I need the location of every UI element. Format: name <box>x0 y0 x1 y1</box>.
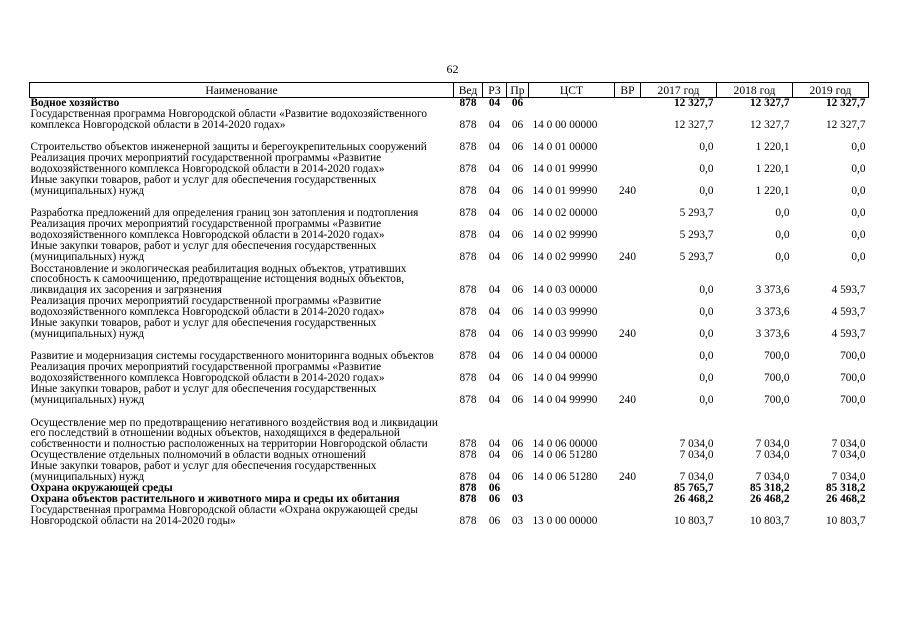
row-name: Осуществление мер по предотвращению негативного воздействия вод и ликвидации его последствий в отношении водных объектов, находящихся в федеральной собственности и полностью расположенных на территории Новгородской области <box>30 416 438 450</box>
row-cst: 14 0 01 99990 <box>532 185 598 197</box>
row-vr <box>615 109 641 131</box>
row-2018: 700,0 <box>764 394 790 406</box>
row-cst: 14 0 01 99990 <box>532 163 598 175</box>
row-2019: 10 803,7 <box>825 515 866 527</box>
row-ved: 878 <box>459 229 477 241</box>
row-2018: 1 220,1 <box>755 185 790 197</box>
row-rz: 04 <box>488 141 501 153</box>
header-2018: 2018 год <box>717 83 793 98</box>
row-2018: 0,0 <box>775 251 790 263</box>
row-ved: 878 <box>459 251 477 263</box>
row-cst: 14 0 00 00000 <box>532 119 598 131</box>
row-vr: 240 <box>619 471 636 483</box>
row-rz: 06 <box>488 483 501 494</box>
row-2018: 3 373,6 <box>755 328 790 340</box>
row-ved: 878 <box>459 185 477 197</box>
row-2017: 26 468,2 <box>673 494 714 505</box>
row-ved: 878 <box>459 515 477 527</box>
row-2017: 0,0 <box>699 163 714 175</box>
row-ved: 878 <box>459 119 477 131</box>
row-2019: 0,0 <box>851 163 866 175</box>
row-2018: 85 318,2 <box>749 483 790 494</box>
row-vr <box>615 450 641 461</box>
row-2017: 0,0 <box>699 141 714 153</box>
row-vr <box>615 494 641 505</box>
row-vr <box>615 153 641 175</box>
row-2018: 700,0 <box>764 372 790 384</box>
row-name: Иные закупки товаров, работ и услуг для обеспечения государственных (муниципальных) нужд <box>30 461 377 483</box>
row-pr: 06 <box>511 207 524 219</box>
row-ved: 878 <box>459 483 477 494</box>
row-vr <box>615 362 641 384</box>
table-row <box>30 219 869 241</box>
row-rz: 04 <box>488 251 501 263</box>
row-vr <box>615 505 641 527</box>
page-number: 62 <box>446 62 459 76</box>
row-cst <box>529 98 615 110</box>
row-2019: 7 034,0 <box>831 471 866 483</box>
header-ved: Вед <box>454 83 483 98</box>
row-ved: 878 <box>459 284 477 296</box>
row-name: Иные закупки товаров, работ и услуг для обеспечения государственных (муниципальных) нужд <box>30 384 377 406</box>
row-pr: 06 <box>511 163 524 175</box>
row-2019: 0,0 <box>851 229 866 241</box>
table-row <box>30 461 869 483</box>
table-row <box>30 494 869 505</box>
row-rz: 04 <box>488 438 501 450</box>
table-row <box>30 340 869 362</box>
table-row <box>30 505 869 527</box>
row-vr <box>615 340 641 362</box>
row-2018: 12 327,7 <box>749 97 790 109</box>
table-row <box>30 197 869 219</box>
row-2017: 5 293,7 <box>679 207 714 219</box>
row-rz: 04 <box>488 97 501 109</box>
table-row <box>30 483 869 494</box>
row-rz: 04 <box>488 372 501 384</box>
header-rz: РЗ <box>483 83 507 98</box>
row-vr <box>615 406 641 450</box>
row-name: Государственная программа Новгородской области «Развитие водохозяйственного комплекса Новгородской области в 2014-2020 годах» <box>30 109 427 131</box>
row-2017: 0,0 <box>699 350 714 362</box>
row-vr: 240 <box>619 328 636 340</box>
row-2018: 12 327,7 <box>749 119 790 131</box>
row-rz: 06 <box>488 515 501 527</box>
row-2019: 0,0 <box>851 141 866 153</box>
row-rz: 04 <box>488 350 501 362</box>
row-rz: 04 <box>488 306 501 318</box>
row-2017: 0,0 <box>699 306 714 318</box>
row-ved: 878 <box>459 372 477 384</box>
row-2017: 0,0 <box>699 185 714 197</box>
row-pr: 03 <box>511 515 524 527</box>
row-name: Иные закупки товаров, работ и услуг для обеспечения государственных (муниципальных) нужд <box>30 241 377 263</box>
row-pr: 06 <box>511 97 524 109</box>
row-2019: 0,0 <box>851 207 866 219</box>
row-pr: 06 <box>511 306 524 318</box>
row-ved: 878 <box>459 306 477 318</box>
row-2018: 26 468,2 <box>749 494 790 505</box>
row-2017: 0,0 <box>699 284 714 296</box>
row-2019: 0,0 <box>851 251 866 263</box>
row-pr: 03 <box>511 494 524 505</box>
row-ved: 878 <box>459 350 477 362</box>
row-vr <box>615 296 641 318</box>
row-2017: 5 293,7 <box>679 251 714 263</box>
header-vr: ВР <box>615 83 641 98</box>
row-2017: 0,0 <box>699 328 714 340</box>
row-2018: 1 220,1 <box>755 163 790 175</box>
row-2018: 700,0 <box>764 350 790 362</box>
row-2017: 7 034,0 <box>679 438 714 450</box>
row-name: Реализация прочих мероприятий государственной программы «Развитие водохозяйственного комплекса Новгородской области в 2014-2020 годах» <box>30 153 385 175</box>
table-header-row <box>30 83 869 98</box>
row-2018: 0,0 <box>775 207 790 219</box>
row-2019: 700,0 <box>840 372 866 384</box>
row-ved: 878 <box>459 394 477 406</box>
budget-table <box>29 82 869 527</box>
row-ved: 878 <box>459 163 477 175</box>
row-2019: 0,0 <box>851 185 866 197</box>
row-rz: 04 <box>488 450 501 461</box>
row-2019: 4 593,7 <box>831 306 866 318</box>
row-name: Иные закупки товаров, работ и услуг для обеспечения государственных (муниципальных) нужд <box>30 175 377 197</box>
row-rz: 04 <box>488 119 501 131</box>
row-name: Развитие и модернизация системы государственного мониторинга водных объектов <box>30 350 434 362</box>
row-cst: 14 0 06 51280 <box>532 450 598 461</box>
header-cst: ЦСТ <box>529 83 615 98</box>
row-pr: 06 <box>511 284 524 296</box>
row-name: Реализация прочих мероприятий государственной программы «Развитие водохозяйственного комплекса Новгородской области в 2014-2020 годах» <box>30 219 385 241</box>
row-2017: 85 765,7 <box>673 483 714 494</box>
row-cst: 13 0 00 00000 <box>532 515 598 527</box>
header-pr: Пр <box>507 83 529 98</box>
row-pr: 06 <box>511 328 524 340</box>
row-cst: 14 0 04 99990 <box>532 372 598 384</box>
row-cst: 14 0 04 00000 <box>532 350 598 362</box>
row-cst: 14 0 01 00000 <box>532 141 598 153</box>
row-2018: 0,0 <box>775 229 790 241</box>
row-2019: 4 593,7 <box>831 284 866 296</box>
row-cst: 14 0 04 99990 <box>532 394 598 406</box>
row-name: Иные закупки товаров, работ и услуг для обеспечения государственных (муниципальных) нужд <box>30 318 377 340</box>
row-ved: 878 <box>459 438 477 450</box>
row-name: Охрана объектов растительного и животного мира и среды их обитания <box>30 494 400 505</box>
row-vr: 240 <box>619 185 636 197</box>
row-name: Разработка предложений для определения границ зон затопления и подтопления <box>30 207 419 219</box>
row-name: Восстановление и экологическая реабилитация водных объектов, утративших способность к самоочищению, предотвращение истощения водных объектов, ликвидация их засорения и загрязнения <box>30 263 407 296</box>
row-cst <box>529 483 615 494</box>
row-pr: 06 <box>511 438 524 450</box>
row-rz: 04 <box>488 328 501 340</box>
row-rz: 04 <box>488 471 501 483</box>
row-2018: 3 373,6 <box>755 306 790 318</box>
row-2018: 3 373,6 <box>755 284 790 296</box>
row-2018: 10 803,7 <box>749 515 790 527</box>
row-pr: 06 <box>511 350 524 362</box>
row-vr: 240 <box>619 251 636 263</box>
row-name: Осуществление отдельных полномочий в области водных отношений <box>30 450 366 461</box>
row-2017: 12 327,7 <box>673 119 714 131</box>
row-ved: 878 <box>459 328 477 340</box>
row-cst: 14 0 03 99990 <box>532 328 598 340</box>
header-2019: 2019 год <box>793 83 869 98</box>
row-cst: 14 0 03 99990 <box>532 306 598 318</box>
row-2019: 7 034,0 <box>831 450 866 461</box>
row-pr: 06 <box>511 185 524 197</box>
row-2017: 0,0 <box>699 394 714 406</box>
row-2019: 700,0 <box>840 394 866 406</box>
row-cst: 14 0 06 51280 <box>532 471 598 483</box>
table-row <box>30 384 869 406</box>
row-cst: 14 0 02 00000 <box>532 207 598 219</box>
table-row <box>30 153 869 175</box>
row-name: Охрана окружающей среды <box>30 483 173 494</box>
table-row <box>30 362 869 384</box>
row-pr: 06 <box>511 119 524 131</box>
row-2019: 4 593,7 <box>831 328 866 340</box>
table-row <box>30 296 869 318</box>
row-cst: 14 0 02 99990 <box>532 251 598 263</box>
row-vr: 240 <box>619 394 636 406</box>
header-2017: 2017 год <box>641 83 717 98</box>
row-name: Строительство объектов инженерной защиты и берегоукрепительных сооружений <box>30 141 427 153</box>
row-2019: 12 327,7 <box>825 97 866 109</box>
table-row <box>30 406 869 450</box>
table-row <box>30 318 869 340</box>
row-2018: 1 220,1 <box>755 141 790 153</box>
row-pr: 06 <box>511 372 524 384</box>
row-ved: 878 <box>459 141 477 153</box>
table-row <box>30 450 869 461</box>
row-pr: 06 <box>511 471 524 483</box>
row-2019: 700,0 <box>840 350 866 362</box>
row-vr <box>615 219 641 241</box>
row-2019: 85 318,2 <box>825 483 866 494</box>
row-ved: 878 <box>459 494 477 505</box>
row-vr <box>615 263 641 296</box>
row-ved: 878 <box>459 97 477 109</box>
row-vr <box>615 98 641 110</box>
row-rz: 04 <box>488 284 501 296</box>
table-row <box>30 98 869 110</box>
row-pr: 06 <box>511 229 524 241</box>
row-cst: 14 0 03 00000 <box>532 284 598 296</box>
row-2017: 7 034,0 <box>679 471 714 483</box>
row-2017: 10 803,7 <box>673 515 714 527</box>
table-row <box>30 263 869 296</box>
row-cst <box>529 494 615 505</box>
row-2017: 12 327,7 <box>673 97 714 109</box>
row-rz: 04 <box>488 207 501 219</box>
row-pr: 06 <box>511 450 524 461</box>
row-vr <box>615 197 641 219</box>
table-row <box>30 109 869 131</box>
row-cst: 14 0 02 99990 <box>532 229 598 241</box>
row-2019: 12 327,7 <box>825 119 866 131</box>
row-2017: 7 034,0 <box>679 450 714 461</box>
row-2018: 7 034,0 <box>755 450 790 461</box>
row-pr <box>507 483 529 494</box>
row-name: Реализация прочих мероприятий государственной программы «Развитие водохозяйственного комплекса Новгородской области в 2014-2020 годах» <box>30 296 385 318</box>
table-row <box>30 241 869 263</box>
row-rz: 04 <box>488 185 501 197</box>
row-rz: 04 <box>488 229 501 241</box>
row-2018: 7 034,0 <box>755 438 790 450</box>
row-rz: 06 <box>488 494 501 505</box>
row-2017: 5 293,7 <box>679 229 714 241</box>
row-ved: 878 <box>459 471 477 483</box>
row-2019: 26 468,2 <box>825 494 866 505</box>
row-vr <box>615 131 641 153</box>
row-name: Реализация прочих мероприятий государственной программы «Развитие водохозяйственного комплекса Новгородской области в 2014-2020 годах» <box>30 362 385 384</box>
row-pr: 06 <box>511 251 524 263</box>
row-pr: 06 <box>511 141 524 153</box>
header-name: Наименование <box>30 83 454 98</box>
row-rz: 04 <box>488 163 501 175</box>
row-vr <box>615 483 641 494</box>
table-row <box>30 175 869 197</box>
row-ved: 878 <box>459 450 477 461</box>
row-2017: 0,0 <box>699 372 714 384</box>
row-ved: 878 <box>459 207 477 219</box>
row-cst: 14 0 06 00000 <box>532 438 598 450</box>
row-2019: 7 034,0 <box>831 438 866 450</box>
row-name: Водное хозяйство <box>30 97 120 109</box>
row-pr: 06 <box>511 394 524 406</box>
row-name: Государственная программа Новгородской области «Охрана окружающей среды Новгородской области на 2014-2020 годы» <box>30 505 418 527</box>
row-rz: 04 <box>488 394 501 406</box>
row-2018: 7 034,0 <box>755 471 790 483</box>
table-row <box>30 131 869 153</box>
table-body <box>30 98 869 528</box>
